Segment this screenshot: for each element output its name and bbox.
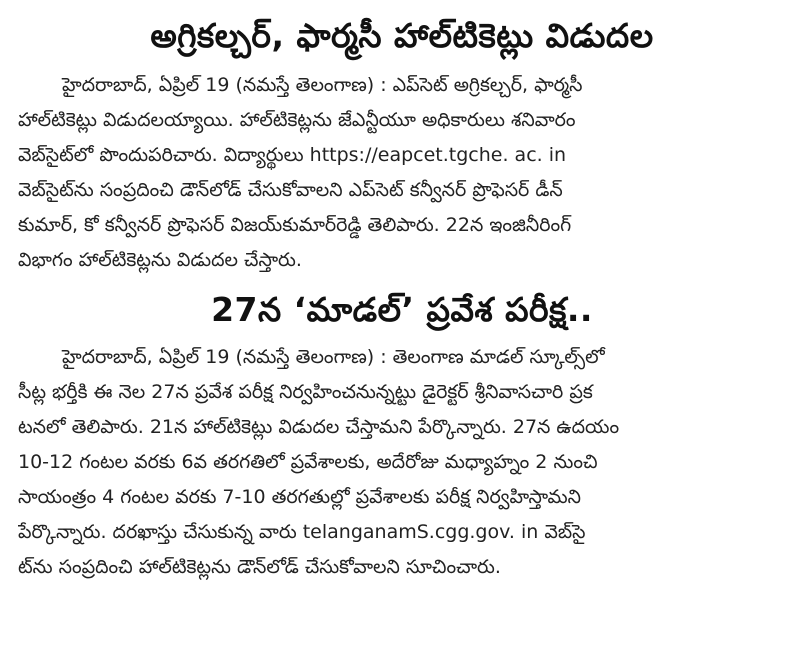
article1-line: హైదరాబాద్‌, ఏప్రిల్‌ 19 (నమస్తే తెలంగాణ) : ఎప్‌సెట్‌ అగ్రికల్చర్‌, ఫార్మసీ xyxy=(62,74,583,96)
article2-line: 10-12 గంటల వరకు 6వ తరగతిలో ప్రవేశాలకు, అదేరోజు మధ్యాహ్నం 2 నుంచి xyxy=(18,451,598,473)
article2-line: టనలో తెలిపారు. 21న హాల్‌టికెట్లు విడుదల చేస్తామని పేర్కొన్నారు. 27న ఉదయం xyxy=(18,416,620,438)
article1-line: విభాగం హాల్‌టికెట్లను విడుదల చేస్తారు. xyxy=(18,249,302,271)
article2-body xyxy=(18,340,786,585)
article1-line: వెబ్‌సైట్‌లో పొందుపరిచారు. విద్యార్థులు https://eapcet.tgche. ac. in xyxy=(18,144,567,166)
article2-line: సాయంత్రం 4 గంటల వరకు 7-10 తరగతుల్లో ప్రవేశాలకు పరీక్ష నిర్వహిస్తామని xyxy=(18,486,581,508)
article1-line: హాల్‌టికెట్లు విడుదలయ్యాయి. హాల్‌టికెట్లను జేఎన్టీయూ అధికారులు శనివారం xyxy=(18,109,576,131)
article1-headline: అగ్రికల్చర్‌, ఫార్మసీ హాల్‌టికెట్లు విడుదల xyxy=(150,16,654,55)
article2-headline: 27న ‘మాడల్‌’ ప్రవేశ పరీక్ష.. xyxy=(211,290,593,329)
article1-body xyxy=(18,68,786,278)
article2-line: హైదరాబాద్‌, ఏప్రిల్‌ 19 (నమస్తే తెలంగాణ) : తెలంగాణ మాడల్‌ స్కూల్స్‌లో xyxy=(62,346,605,368)
article2-line: సీట్ల భర్తీకి ఈ నెల 27న ప్రవేశ పరీక్ష నిర్వహించనున్నట్టు డైరెక్టర్‌ శ్రీనివాసచారి ప్రక xyxy=(18,381,593,403)
article1-line: కుమార్‌, కో కన్వీనర్‌ ప్రొఫెసర్‌ విజయ్‌కుమార్‌రెడ్డి తెలిపారు. 22న ఇంజినీరింగ్‌ xyxy=(18,214,572,236)
article2-line: పేర్కొన్నారు. దరఖాస్తు చేసుకున్న వారు telanganamS.cgg.gov. in వెబ్‌సై xyxy=(18,521,586,543)
article1-line: వెబ్‌సైట్‌ను సంప్రదించి డౌన్‌లోడ్‌ చేసుకోవాలని ఎప్‌సెట్‌ కన్వీనర్‌ ప్రొఫెసర్‌ డీన్‌ xyxy=(18,179,563,201)
article2-line: ట్‌ను సంప్రదించి హాల్‌టికెట్లను డౌన్‌లోడ్‌ చేసుకోవాలని సూచించారు. xyxy=(18,556,501,578)
